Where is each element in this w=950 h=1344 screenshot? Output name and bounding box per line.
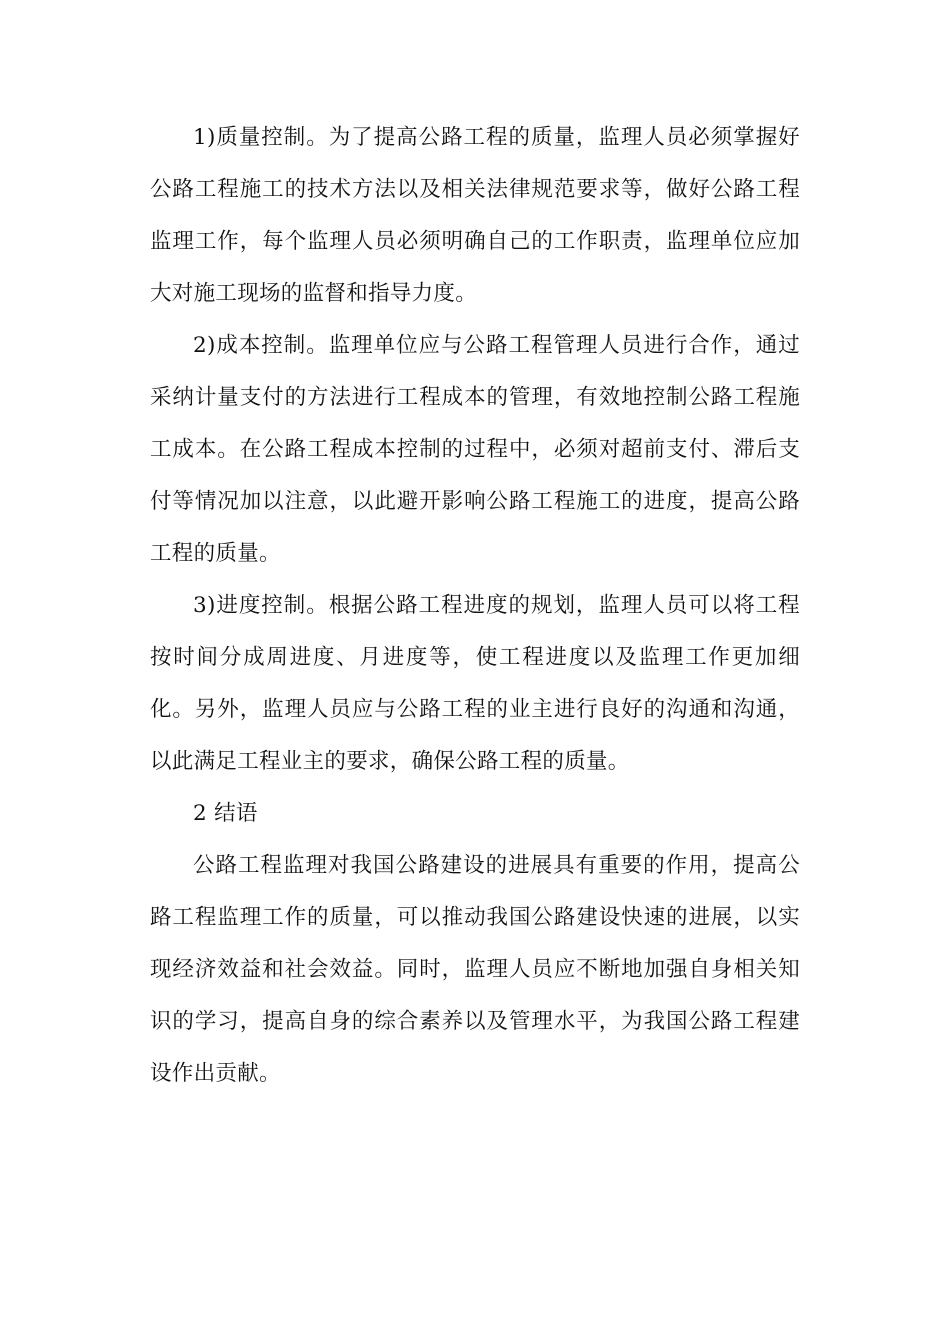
conclusion-paragraph: 公路工程监理对我国公路建设的进展具有重要的作用，提高公路工程监理工作的质量，可以推动我国公路建设快速的进展，以实现经济效益和社会效益。同时，监理人员应不断地加强自身相关知识的学习，提高自身的综合素养以及管理水平，为我国公路工程建设作出贡献。 xyxy=(150,853,800,1086)
quality-control-paragraph: 1)质量控制。为了提高公路工程的质量，监理人员必须掌握好公路工程施工的技术方法以及相关法律规范要求等，做好公路工程监理工作，每个监理人员必须明确自己的工作职责，监理单位应加大对施工现场的监督和指导力度。 xyxy=(150,125,800,306)
cost-control-paragraph: 2)成本控制。监理单位应与公路工程管理人员进行合作，通过采纳计量支付的方法进行工程成本的管理，有效地控制公路工程施工成本。在公路工程成本控制的过程中，必须对超前支付、滞后支付等情况加以注意，以此避开影响公路工程施工的进度，提高公路工程的质量。 xyxy=(150,333,800,566)
section-heading: 2 结语 xyxy=(193,801,258,826)
schedule-control-paragraph: 3)进度控制。根据公路工程进度的规划，监理人员可以将工程按时间分成周进度、月进度等，使工程进度以及监理工作更加细化。另外，监理人员应与公路工程的业主进行良好的沟通和沟通，以此满足工程业主的要求，确保公路工程的质量。 xyxy=(150,593,800,774)
document-body xyxy=(150,112,800,1100)
